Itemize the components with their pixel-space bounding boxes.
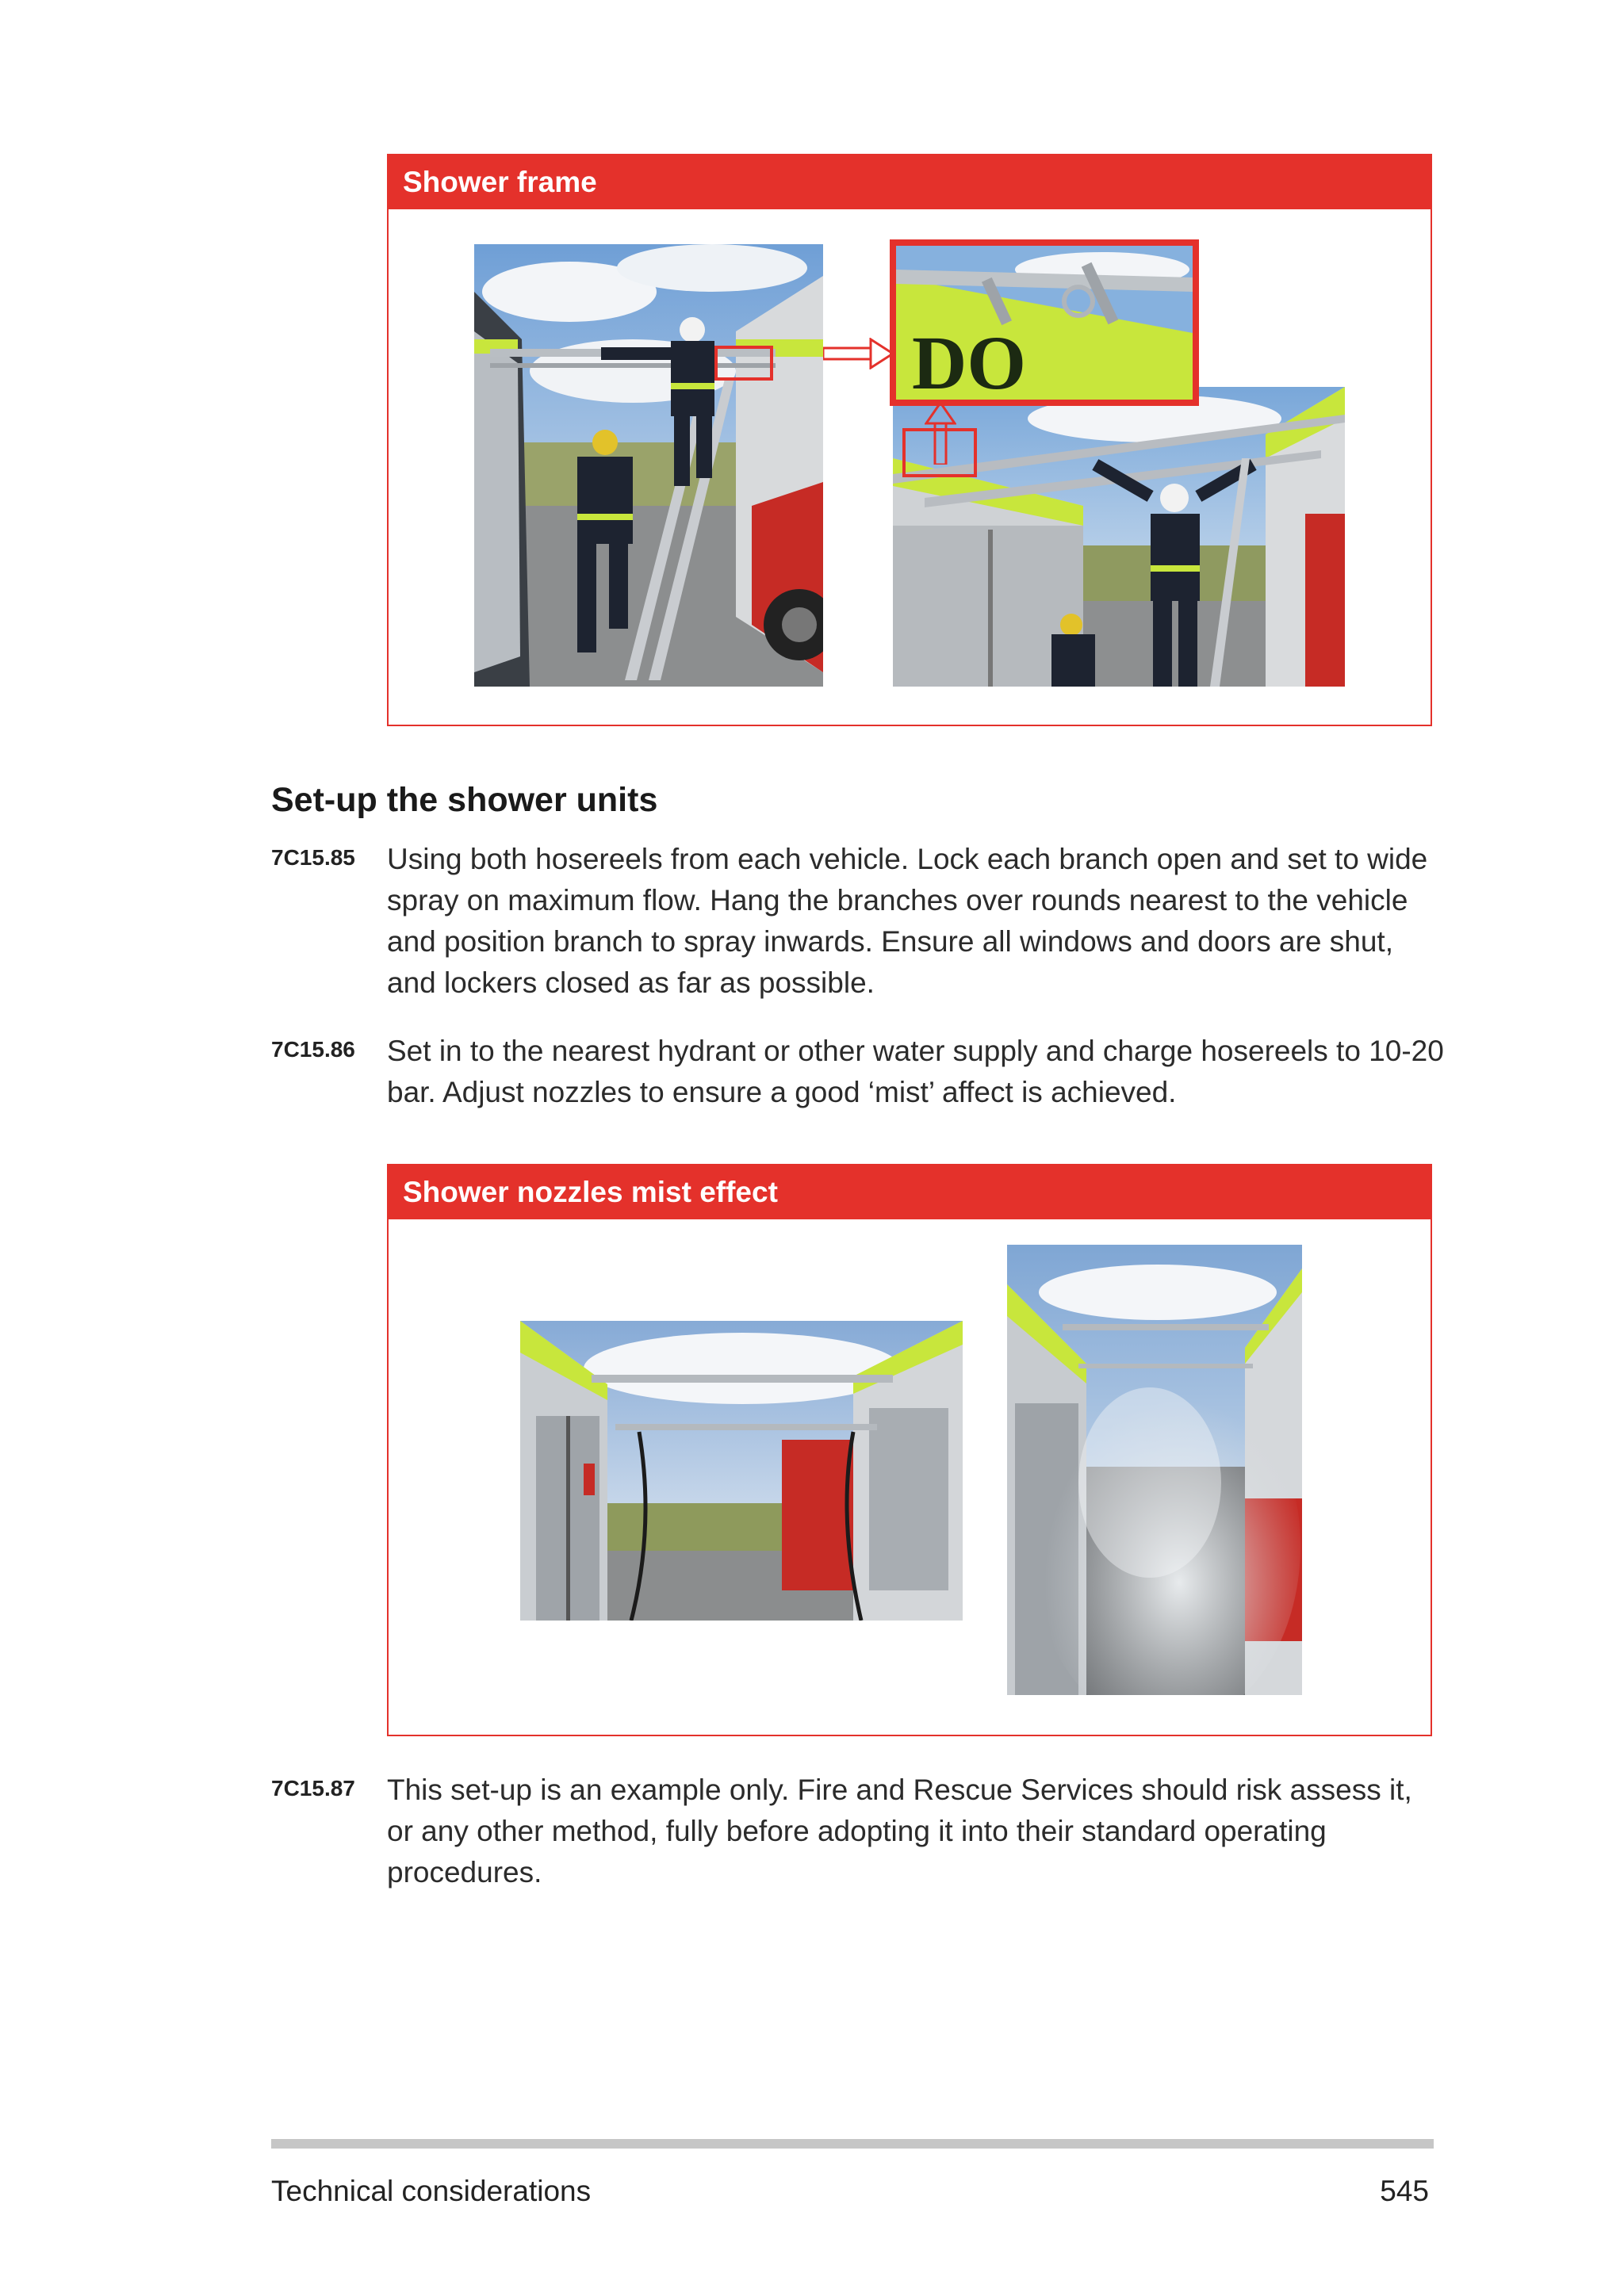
- figure-shower-nozzles: [387, 1164, 1432, 1736]
- page-number: 545: [1380, 2175, 1429, 2207]
- paragraph-7c15-87: [271, 1770, 1445, 1893]
- paragraph-text: This set-up is an example only. Fire and Rescue Services should risk assess it, or any other method, fully before adopting it into their standard operating procedures.: [387, 1774, 1412, 1888]
- photo-firefighters-on-ladder: [474, 244, 823, 687]
- paragraph-number: 7C15.86: [271, 1037, 355, 1062]
- photo-mist-spray: [1007, 1245, 1302, 1695]
- paragraph-7c15-86: [271, 1031, 1445, 1113]
- paragraph-text: Set in to the nearest hydrant or other water supply and charge hosereels to 10-20 bar. Adjust nozzles to ensure a good ‘mist’ affect is achieved.: [387, 1035, 1444, 1108]
- figure-shower-frame: [387, 154, 1432, 726]
- photo-detail-inset: [890, 239, 1199, 406]
- photo-gantry-branches: [520, 1321, 963, 1621]
- detail-arrow-right: [823, 338, 894, 369]
- figure-title: Shower nozzles mist effect: [389, 1165, 1431, 1219]
- paragraph-7c15-85: [271, 839, 1445, 1004]
- detail-arrow-up: [925, 401, 956, 465]
- section-heading: Set-up the shower units: [271, 781, 658, 819]
- paragraph-number: 7C15.85: [271, 845, 355, 870]
- footer-rule: [271, 2139, 1434, 2149]
- footer-section-title: Technical considerations: [271, 2175, 592, 2207]
- figure-title: Shower frame: [389, 155, 1431, 209]
- paragraph-text: Using both hosereels from each vehicle. Lock each branch open and set to wide spray on maximum flow. Hang the branches over rounds nearest to the vehicle and position branch to spray inwards. Ensure all windows and doors are shut, and lockers closed as far as possible.: [387, 843, 1428, 999]
- photo-firefighter-fitting-frame: [893, 387, 1345, 687]
- inset-lettering: DO: [912, 320, 1026, 400]
- paragraph-number: 7C15.87: [271, 1776, 355, 1800]
